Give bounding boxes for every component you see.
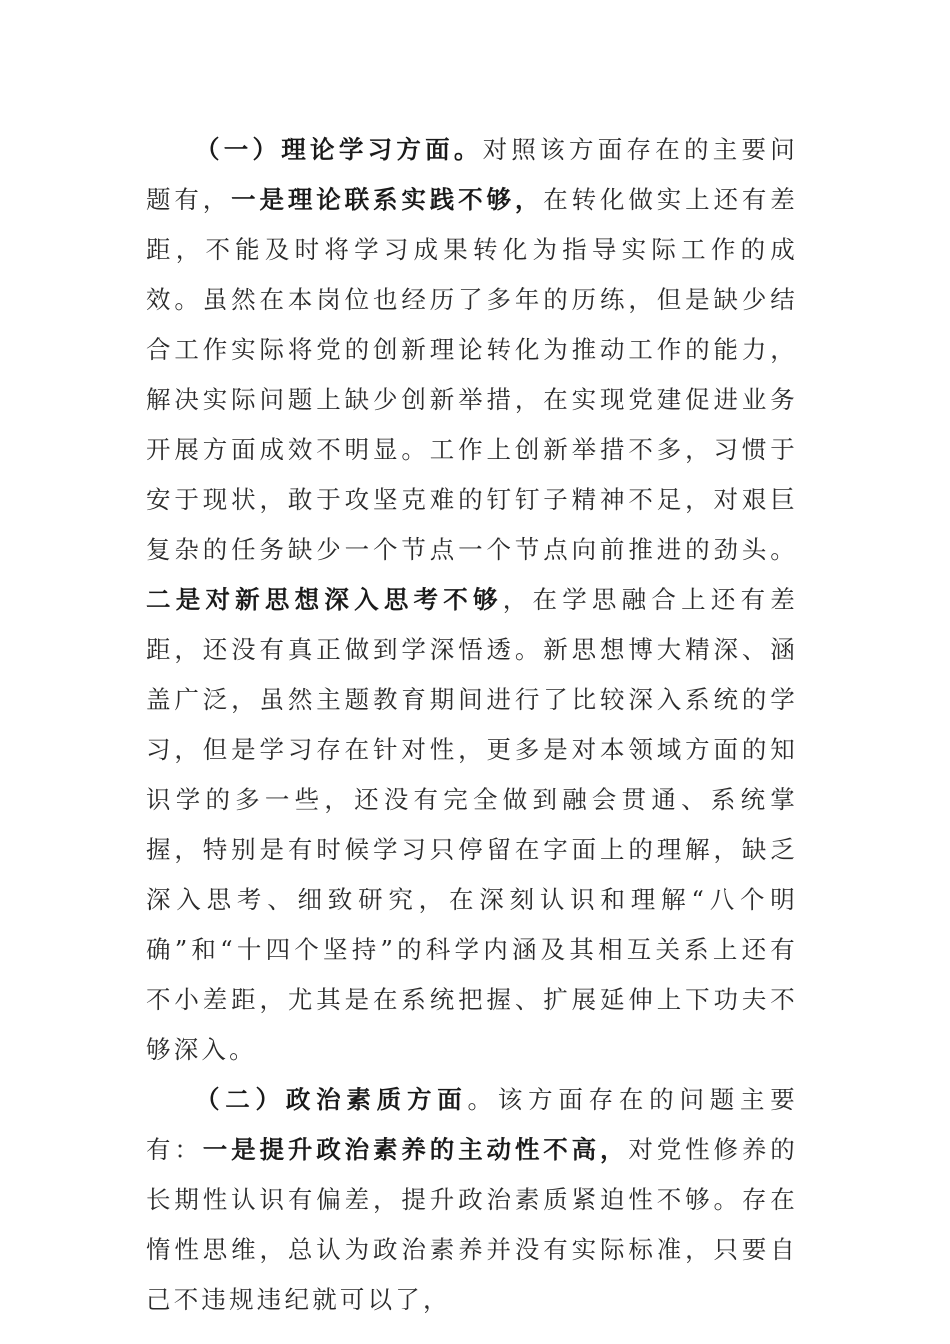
paragraph-text: 对照该方面存在的主要问题有， <box>146 135 799 214</box>
point-two-heading: 二是对新思想深入思考不够 <box>146 585 503 614</box>
paragraph-text: 在转化做实上还有差距，不能及时将学习成果转化为指导实际工作的成效。虽然在本岗位也经历了多年的历练，但是缺少结合工作实际将党的创新理论转化为推动工作的能力，解决实际问题上缺少创新举措，在实现党建促进业务开展方面成效不明显。工作上创新举措不多，习惯于安于现状，敢于攻坚克难的钉钉子精神不足，对艰巨复杂的任务缺少一个节点一个节点向前推进的劲头。 <box>146 185 798 564</box>
paragraph-text: 。该方面存在的问题主要有： <box>146 1085 798 1164</box>
document-body <box>146 125 798 1325</box>
section-heading-theory-study: （一）理论学习方面。 <box>195 135 483 164</box>
section-heading-political-quality: （二）政治素质方面 <box>195 1085 468 1114</box>
paragraph-political-quality <box>146 1075 798 1325</box>
paragraph-theory-study <box>146 125 798 1075</box>
paragraph-text: 对党性修养的长期性认识有偏差，提升政治素质紧迫性不够。存在惰性思维，总认为政治素养并没有实际标准，只要自己不违规违纪就可以了， <box>146 1135 799 1314</box>
point-one-heading: 一是理论联系实践不够， <box>231 185 544 214</box>
paragraph-text: ，在学思融合上还有差距，还没有真正做到学深悟透。新思想博大精深、涵盖广泛，虽然主题教育期间进行了比较深入系统的学习，但是学习存在针对性，更多是对本领域方面的知识学的多一些，还没有完全做到融会贯通、系统掌握，特别是有时候学习只停留在字面上的理解，缺乏深入思考、细致研究，在深刻认识和理解“八个明确”和“十四个坚持”的科学内涵及其相互关系上还有不小差距，尤其是在系统把握、扩展延伸上下功夫不够深入。 <box>146 585 799 1064</box>
point-one-heading: 一是提升政治素养的主动性不高， <box>202 1135 629 1164</box>
